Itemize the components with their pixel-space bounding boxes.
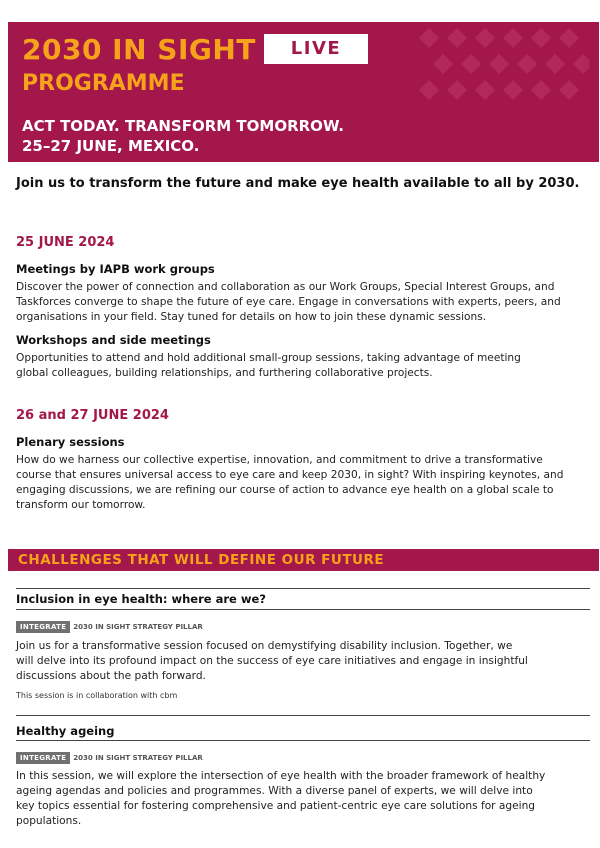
pillar-badge: INTEGRATE: [16, 621, 70, 633]
session2-title: Healthy ageing: [16, 724, 115, 738]
programme-subtitle: PROGRAMME: [22, 71, 185, 96]
event-title: 2030 IN SIGHT: [22, 33, 256, 66]
session2-description: In this session, we will explore the intersection of eye health with the broader framework of healthy ageing agendas and policies and programmes. With a diverse panel of experts, we will delve into key topics essential for fostering comprehensive and patient-centric eye care solutions for ageing populations.: [16, 770, 546, 827]
event-dates-location: 25–27 JUNE, MEXICO.: [22, 137, 200, 155]
intro-statement: Join us to transform the future and make eye health available to all by 2030.: [16, 176, 580, 191]
day1-item2-text: Opportunities to attend and hold additional small-group sessions, taking advantage of meeting global colleagues, building relationships, and furthering collaborative projects.: [16, 352, 521, 379]
divider: [16, 715, 590, 716]
decorative-pattern-icon: [419, 28, 589, 108]
divider: [16, 740, 590, 741]
day2-item1-title: Plenary sessions: [16, 435, 125, 449]
session1-collaboration-note: This session is in collaboration with cbm: [16, 691, 178, 700]
day2-date-heading: 26 and 27 JUNE 2024: [16, 408, 169, 423]
challenges-banner: [8, 549, 599, 571]
divider: [16, 588, 590, 589]
programme-header: [8, 22, 599, 162]
live-badge: LIVE: [264, 34, 368, 64]
session1-title: Inclusion in eye health: where are we?: [16, 592, 266, 606]
day2-item1-text: How do we harness our collective expertise, innovation, and commitment to drive a transformative course that ensures universal access to eye care and keep 2030, in sight? With inspiring keynotes, and engaging discussions, we are refining our course of action to advance eye health on a global scale to transform our tomorrow.: [16, 454, 564, 511]
day1-item1-text: Discover the power of connection and collaboration as our Work Groups, Special Interest Groups, and Taskforces converge to shape the future of eye care. Engage in conversations with experts, peers, and organisations in your field. Stay tuned for details on how to join these dynamic sessions.: [16, 281, 561, 323]
challenges-heading: CHALLENGES THAT WILL DEFINE OUR FUTURE: [18, 552, 385, 568]
session2-pillar: [16, 749, 203, 761]
session1-description: Join us for a transformative session focused on demystifying disability inclusion. Together, we will delve into its profound impact on the success of eye care initiatives and engage in insightful discussions about the path forward.: [16, 640, 528, 682]
day1-item2-title: Workshops and side meetings: [16, 333, 211, 347]
pillar-label: 2030 IN SIGHT STRATEGY PILLAR: [73, 622, 203, 631]
tagline: ACT TODAY. TRANSFORM TOMORROW.: [22, 117, 344, 135]
pillar-badge: INTEGRATE: [16, 752, 70, 764]
session1-pillar: [16, 618, 203, 630]
pillar-label: 2030 IN SIGHT STRATEGY PILLAR: [73, 753, 203, 762]
day1-item1-title: Meetings by IAPB work groups: [16, 262, 215, 276]
day1-date-heading: 25 JUNE 2024: [16, 235, 115, 250]
divider: [16, 609, 590, 610]
